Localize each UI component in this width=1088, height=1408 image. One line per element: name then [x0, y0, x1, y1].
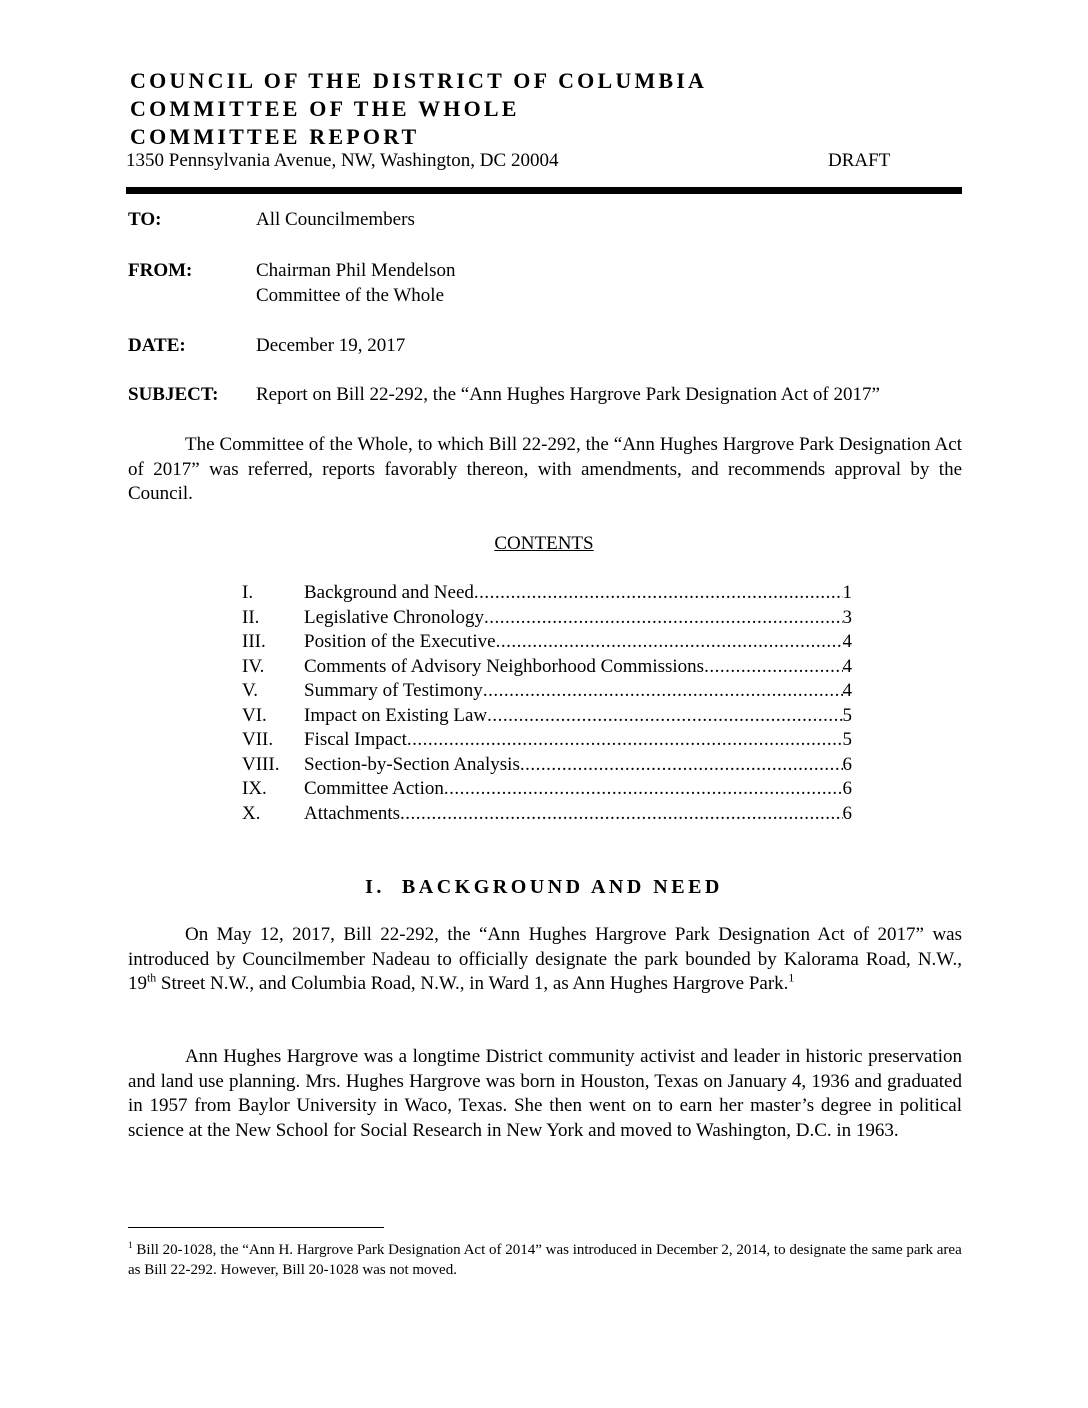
- toc-leader: [444, 778, 843, 800]
- from-name: Chairman Phil Mendelson: [256, 260, 456, 281]
- footnote-text: Bill 20-1028, the “Ann H. Hargrove Park Designation Act of 2014” was introduced in December 2, 2014, to designate the same park area as Bill 22-292. However, Bill 20-1028 was not moved.: [128, 1242, 962, 1278]
- toc-number: IV.: [242, 655, 265, 677]
- background-paragraph-1: [128, 923, 962, 997]
- toc-number: II.: [242, 606, 260, 628]
- toc-number: III.: [242, 631, 266, 652]
- toc-leader: [400, 803, 842, 825]
- footnote-rule: [128, 1227, 384, 1228]
- toc-title: Committee Action: [304, 778, 444, 799]
- toc-item[interactable]: [242, 729, 852, 754]
- toc-number: VIII.: [242, 753, 280, 775]
- footnote-ref[interactable]: 1: [788, 971, 795, 985]
- toc-page: 5: [842, 729, 852, 750]
- to-label: TO:: [128, 209, 162, 230]
- toc-number: VI.: [242, 704, 267, 726]
- toc-item[interactable]: [242, 754, 852, 779]
- ordinal-suffix: th: [147, 971, 157, 985]
- draft-status: DRAFT: [828, 150, 891, 171]
- contents-heading: [0, 533, 1088, 555]
- from-committee: Committee of the Whole: [256, 285, 445, 306]
- date-label: DATE:: [128, 335, 186, 356]
- address: 1350 Pennsylvania Avenue, NW, Washington, DC 20004: [126, 150, 559, 171]
- background-paragraph-2: Ann Hughes Hargrove was a longtime District community activist and leader in historic preservation and land use planning. Mrs. Hughes Hargrove was born in Houston, Texas on January 4, 1936 and graduated in 1957 from Baylor University in Waco, Texas. She then went on to earn her master’s degree in political science at the New School for Social Research in New York and moved to Washington, D.C. in 1963.: [128, 1046, 962, 1141]
- toc-page: 5: [842, 704, 852, 726]
- toc-item[interactable]: [242, 582, 852, 607]
- toc-page: 4: [842, 631, 852, 652]
- toc-item[interactable]: [242, 778, 852, 803]
- toc-page: 1: [842, 582, 852, 603]
- toc-item[interactable]: [242, 680, 852, 705]
- toc-leader: [484, 607, 843, 629]
- toc-page: 6: [842, 753, 852, 775]
- toc-title: Legislative Chronology: [304, 606, 484, 628]
- intro-paragraph: The Committee of the Whole, to which Bill 22-292, the “Ann Hughes Hargrove Park Designation Act of 2017” was referred, reports favorably thereon, with amendments, and recommends approval by the Council.: [128, 434, 962, 504]
- toc-title: Attachments: [304, 802, 401, 824]
- toc-item[interactable]: [242, 705, 852, 730]
- toc-title: Section-by-Section Analysis: [304, 753, 520, 775]
- toc-number: IX.: [242, 778, 267, 799]
- toc-title: Impact on Existing Law: [304, 704, 488, 726]
- toc-page: 6: [842, 778, 852, 799]
- date-value: December 19, 2017: [256, 335, 406, 356]
- footnote: [128, 1240, 962, 1280]
- toc-title: Summary of Testimony: [304, 680, 483, 701]
- toc-number: VII.: [242, 729, 274, 750]
- toc-title: Comments of Advisory Neighborhood Commissions: [304, 655, 705, 677]
- toc-leader: [407, 729, 843, 751]
- toc-page: 3: [842, 606, 852, 628]
- toc-title: Fiscal Impact: [304, 729, 407, 750]
- from-label: FROM:: [128, 260, 193, 281]
- toc-page: 4: [842, 655, 852, 677]
- toc-title: Background and Need: [304, 582, 474, 603]
- toc-leader: [496, 631, 843, 653]
- para1-text-b: Street N.W., and Columbia Road, N.W., in Ward 1, as Ann Hughes Hargrove Park.: [156, 973, 789, 994]
- contents-title: CONTENTS: [494, 533, 594, 554]
- report-title: COMMITTEE REPORT: [130, 124, 420, 149]
- footnote-marker: 1: [128, 1241, 133, 1251]
- toc-leader: [520, 754, 843, 776]
- toc-page: 4: [842, 680, 852, 701]
- toc-leader: [487, 705, 842, 727]
- toc-number: V.: [242, 680, 259, 701]
- para1-text-a: On May 12, 2017, Bill 22-292, the “Ann Hughes Hargrove Park Designation Act of 2017” was introduced by Councilmember Nadeau to officially designate the park bounded by Kalorama Road, N.W., 19: [128, 924, 962, 994]
- committee-title: COMMITTEE OF THE WHOLE: [130, 96, 520, 121]
- toc-item[interactable]: [242, 656, 852, 681]
- toc-item[interactable]: [242, 631, 852, 656]
- council-title: COUNCIL OF THE DISTRICT OF COLUMBIA: [130, 68, 708, 93]
- toc-leader: [483, 680, 843, 702]
- subject-label: SUBJECT:: [128, 384, 219, 405]
- to-value: All Councilmembers: [256, 209, 415, 230]
- toc-number: X.: [242, 802, 261, 824]
- section-heading: I. BACKGROUND AND NEED: [365, 876, 723, 898]
- toc-item[interactable]: [242, 803, 852, 828]
- from-value: [256, 258, 455, 308]
- toc-title: Position of the Executive: [304, 631, 496, 652]
- table-of-contents: [242, 582, 852, 827]
- toc-leader: [474, 582, 843, 604]
- toc-page: 6: [842, 802, 852, 824]
- toc-number: I.: [242, 582, 254, 603]
- header-rule: [126, 187, 962, 194]
- subject-value: Report on Bill 22-292, the “Ann Hughes Hargrove Park Designation Act of 2017”: [256, 384, 880, 405]
- toc-item[interactable]: [242, 607, 852, 632]
- toc-leader: [704, 656, 842, 678]
